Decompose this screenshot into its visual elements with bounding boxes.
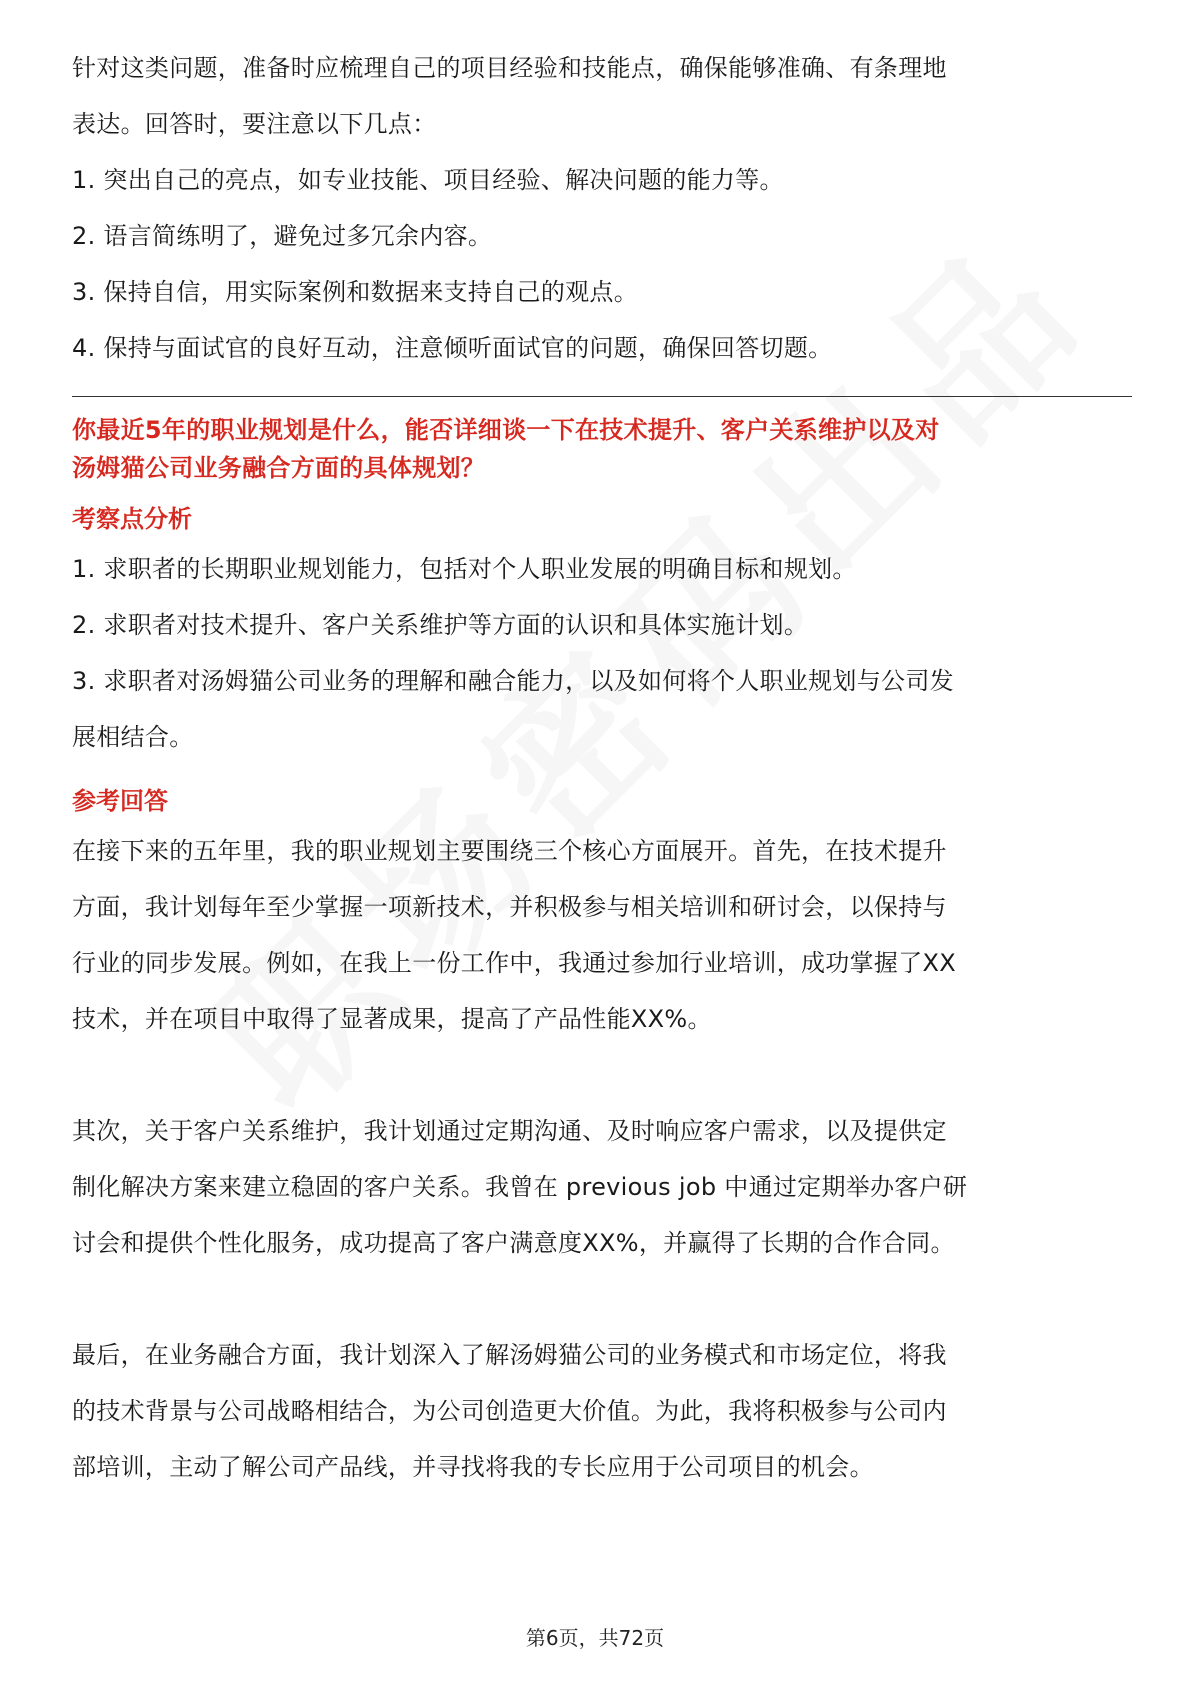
- analysis-point: 2. 求职者对技术提升、客户关系维护等方面的认识和具体实施计划。: [72, 611, 809, 639]
- answer-paragraph-1-line: 在接下来的五年里，我的职业规划主要围绕三个核心方面展开。首先，在技术提升: [72, 837, 947, 865]
- answer-paragraph-1-line: 行业的同步发展。例如，在我上一份工作中，我通过参加行业培训，成功掌握了XX: [72, 949, 956, 977]
- intro-point: 2. 语言简练明了，避免过多冗余内容。: [72, 222, 493, 250]
- intro-line: 表达。回答时，要注意以下几点：: [72, 110, 437, 138]
- question-line: 汤姆猫公司业务融合方面的具体规划？: [72, 454, 486, 482]
- answer-title: 参考回答: [72, 787, 168, 815]
- answer-paragraph-2-line: 讨会和提供个性化服务，成功提高了客户满意度XX%，并赢得了长期的合作合同。: [72, 1229, 955, 1257]
- intro-point: 4. 保持与面试官的良好互动，注意倾听面试官的问题，确保回答切题。: [72, 334, 833, 362]
- document-page: [72, 40, 1132, 1495]
- analysis-point: 3. 求职者对汤姆猫公司业务的理解和融合能力，以及如何将个人职业规划与公司发: [72, 667, 954, 695]
- answer-paragraph-2-line: 其次，关于客户关系维护，我计划通过定期沟通、及时响应客户需求，以及提供定: [72, 1117, 947, 1145]
- section-divider: [72, 396, 1132, 397]
- analysis-point: 1. 求职者的长期职业规划能力，包括对个人职业发展的明确目标和规划。: [72, 555, 857, 583]
- page-number: 第6页，共72页: [525, 1626, 665, 1650]
- answer-paragraph-2-line: 制化解决方案来建立稳固的客户关系。我曾在 previous job 中通过定期举办客户研: [72, 1173, 968, 1201]
- answer-paragraph-1-line: 方面，我计划每年至少掌握一项新技术，并积极参与相关培训和研讨会，以保持与: [72, 893, 947, 921]
- question-line: 你最近5年的职业规划是什么，能否详细谈一下在技术提升、客户关系维护以及对: [72, 416, 940, 444]
- analysis-title: 考察点分析: [72, 505, 192, 533]
- intro-line: 针对这类问题，准备时应梳理自己的项目经验和技能点，确保能够准确、有条理地: [72, 54, 947, 82]
- answer-paragraph-3-line: 部培训，主动了解公司产品线，并寻找将我的专长应用于公司项目的机会。: [72, 1453, 874, 1481]
- answer-paragraph-3-line: 的技术背景与公司战略相结合，为公司创造更大价值。为此，我将积极参与公司内: [72, 1397, 947, 1425]
- answer-paragraph-3-line: 最后，在业务融合方面，我计划深入了解汤姆猫公司的业务模式和市场定位，将我: [72, 1341, 947, 1369]
- answer-paragraph-1-line: 技术，并在项目中取得了显著成果，提高了产品性能XX%。: [72, 1005, 712, 1033]
- intro-point: 1. 突出自己的亮点，如专业技能、项目经验、解决问题的能力等。: [72, 166, 784, 194]
- analysis-point: 展相结合。: [72, 723, 194, 751]
- intro-point: 3. 保持自信，用实际案例和数据来支持自己的观点。: [72, 278, 639, 306]
- question-heading: [72, 411, 1132, 487]
